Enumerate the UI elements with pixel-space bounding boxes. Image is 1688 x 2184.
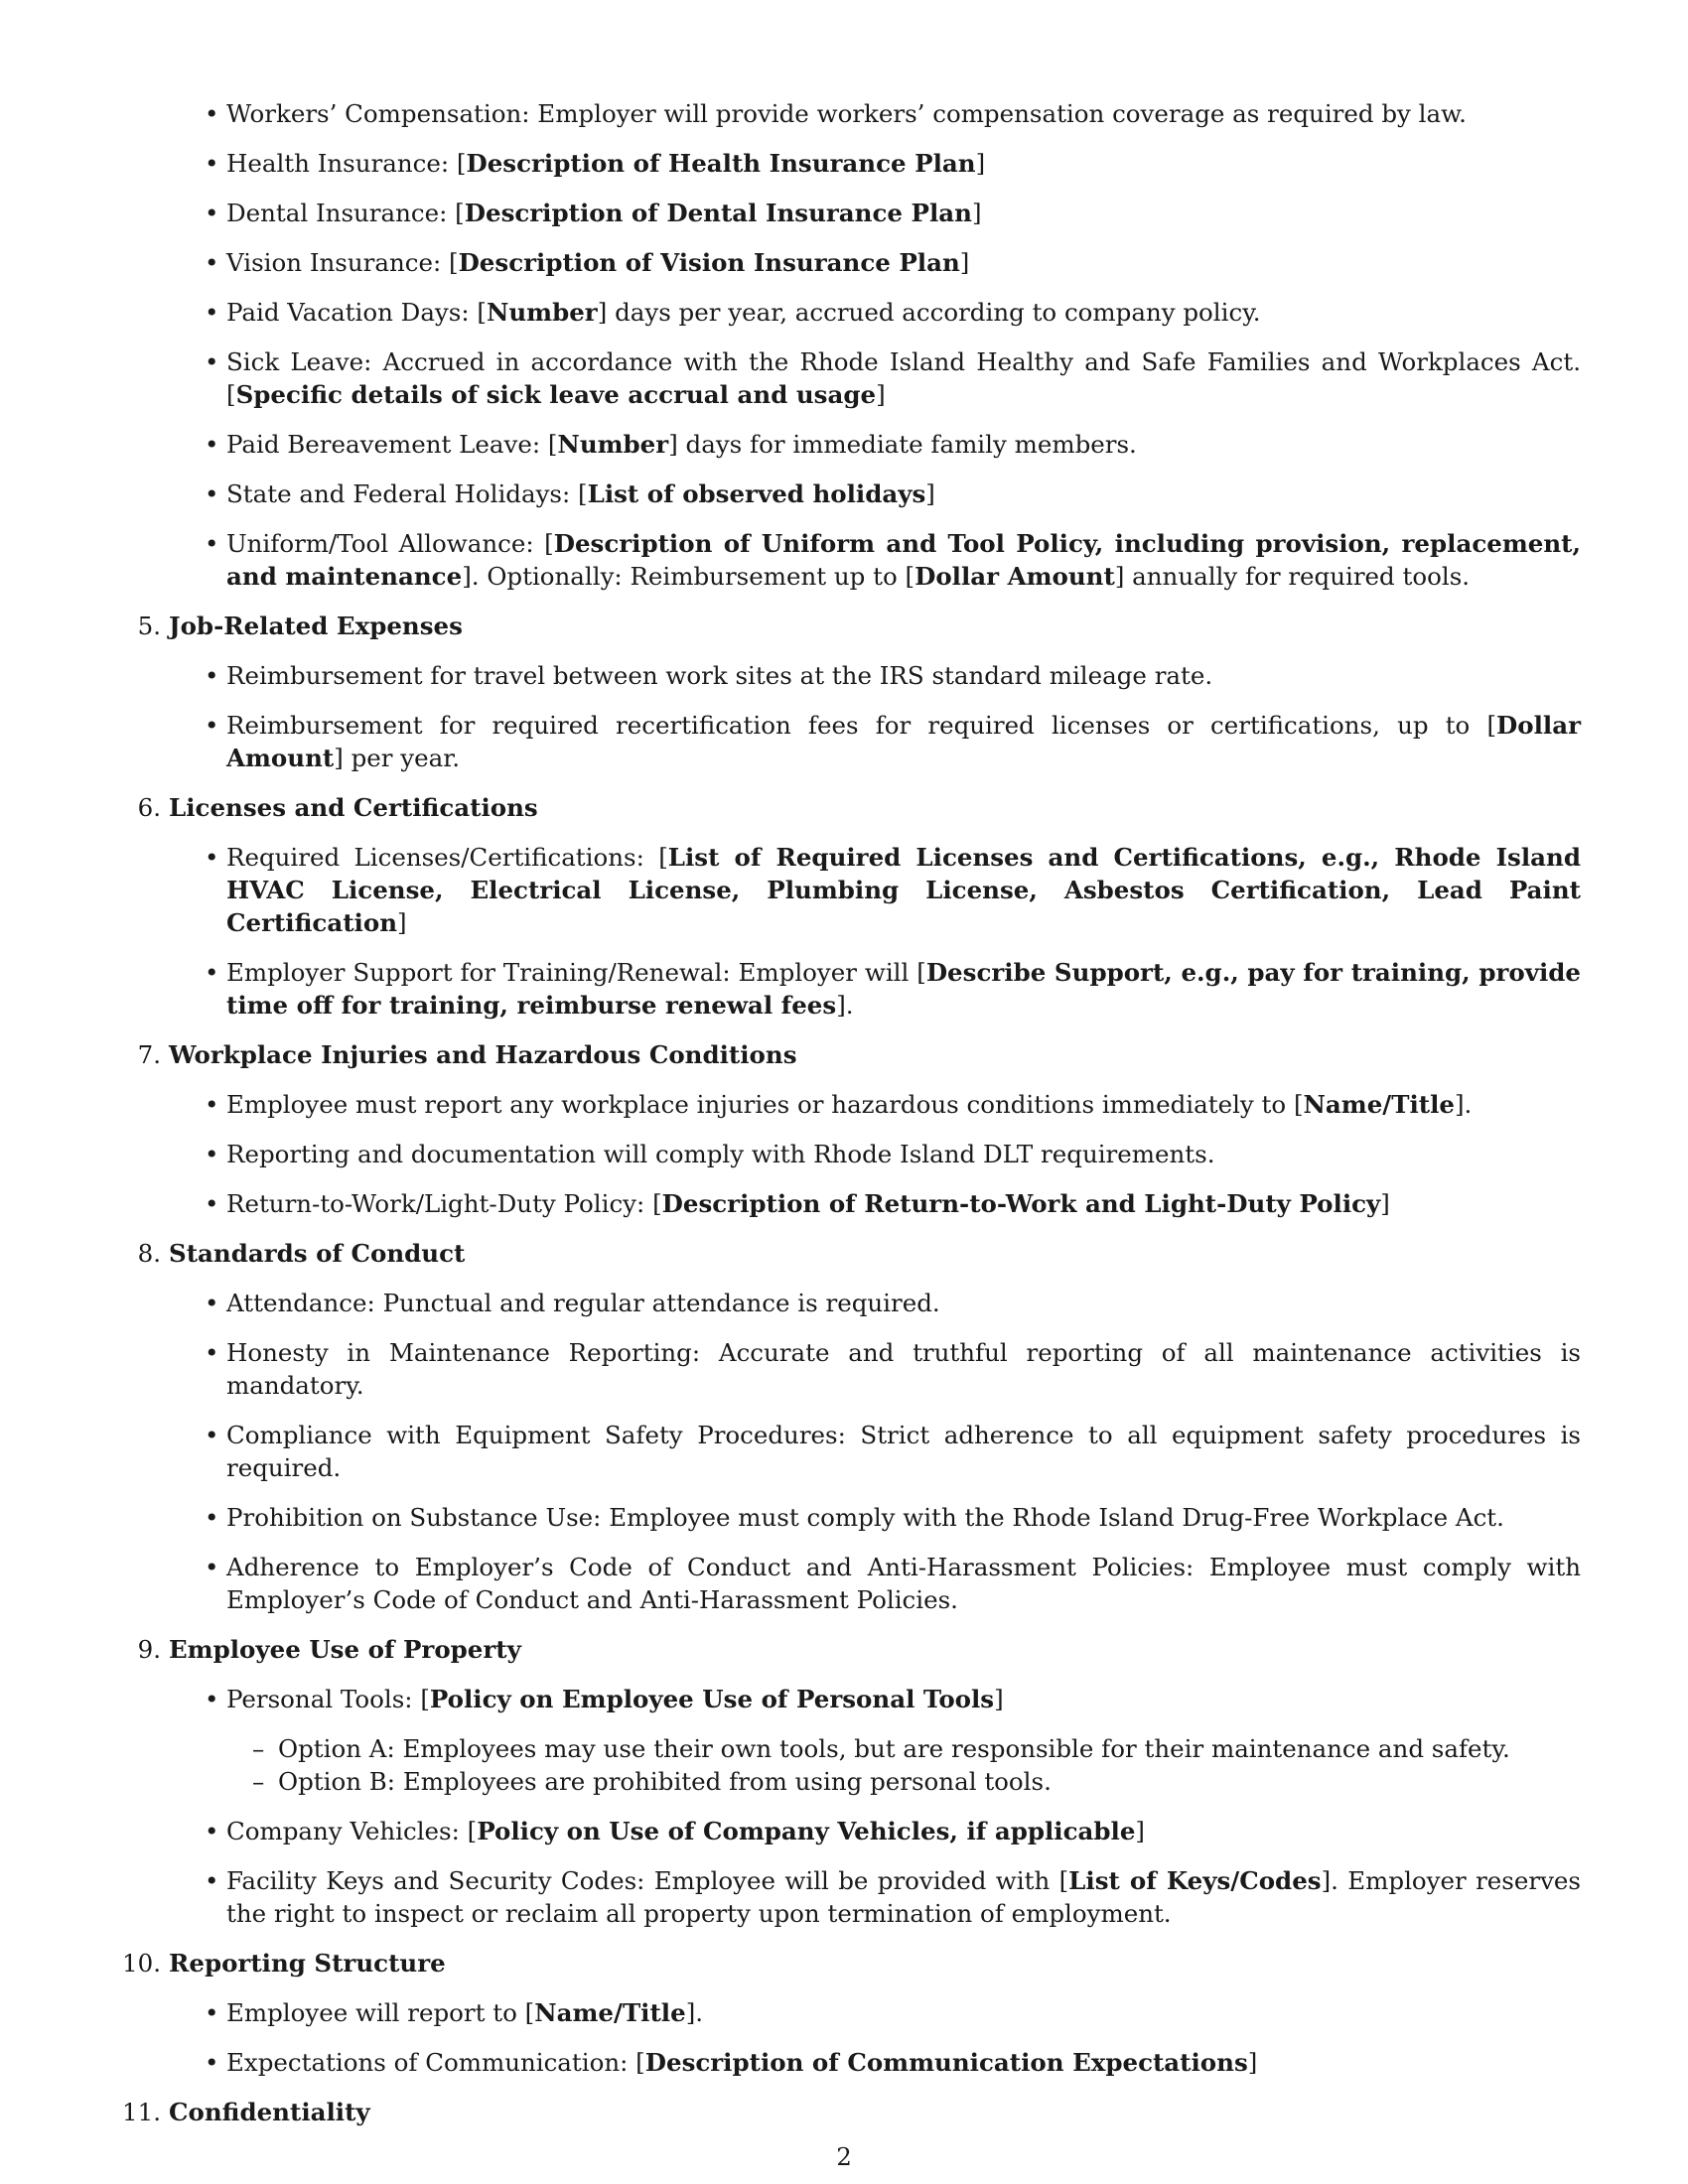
list-item: • Company Vehicles: [Policy on Use of Company Vehicles, if applicable] <box>226 1815 1581 1847</box>
list-item: • Employee will report to [Name/Title]. <box>226 1996 1581 2029</box>
list-item: • Employer Support for Training/Renewal: Employer will [Describe Support, e.g., pay for training, provide time off for training, reimburse renewal fees]. <box>226 956 1581 1022</box>
placeholder-field: List of Keys/Codes <box>1068 1866 1322 1895</box>
section-heading-workplace-injuries: 7. Workplace Injuries and Hazardous Conditions <box>137 1040 797 1069</box>
list-item: • Dental Insurance: [Description of Dental Insurance Plan] <box>226 197 1581 229</box>
list-item: • Adherence to Employer’s Code of Conduct and Anti-Harassment Policies: Employee must comply with Employer’s Code of Conduct and Anti-Harassment Policies. <box>226 1551 1581 1616</box>
list-item: • Employee must report any workplace injuries or hazardous conditions immediately to [Name/Title]. <box>226 1088 1581 1121</box>
placeholder-field: Description of Communication Expectations <box>644 2048 1248 2077</box>
placeholder-field: Number <box>486 298 598 327</box>
section-heading-job-related-expenses: 5. Job-Related Expenses <box>137 612 463 640</box>
list-item: • Reimbursement for travel between work sites at the IRS standard mileage rate. <box>226 659 1581 692</box>
licenses-list <box>121 841 1581 1022</box>
conduct-list <box>121 1287 1581 1616</box>
section-heading-employee-use-of-property: 9. Employee Use of Property <box>137 1635 521 1664</box>
placeholder-field: Name/Title <box>534 1998 686 2027</box>
list-item: • Paid Vacation Days: [Number] days per year, accrued according to company policy. <box>226 296 1581 329</box>
list-item: • Expectations of Communication: [Description of Communication Expectations] <box>226 2046 1581 2079</box>
section-heading-standards-of-conduct: 8. Standards of Conduct <box>137 1239 466 1268</box>
job-expenses-list <box>121 659 1581 774</box>
property-list <box>121 1683 1581 1930</box>
placeholder-field: Description of Uniform and Tool Policy, including provision, replacement, and maintenance <box>226 529 1581 591</box>
placeholder-field: Description of Return-to-Work and Light-Duty Policy <box>661 1189 1381 1218</box>
placeholder-field: List of observed holidays <box>587 479 926 508</box>
placeholder-field: Specific details of sick leave accrual and usage <box>235 380 877 409</box>
placeholder-field: Describe Support, e.g., pay for training, provide time off for training, reimburse renewal fees <box>226 958 1581 1020</box>
list-item: • Personal Tools: [Policy on Employee Use of Personal Tools] – Option A: Employees may use their own tools, but are responsible for their maintenance and safety. – Option B: Employees are prohibited from using personal tools. <box>226 1683 1581 1798</box>
list-item: • Vision Insurance: [Description of Vision Insurance Plan] <box>226 246 1581 279</box>
list-item: • State and Federal Holidays: [List of observed holidays] <box>226 478 1581 510</box>
list-item: • Attendance: Punctual and regular attendance is required. <box>226 1287 1581 1319</box>
placeholder-field: Number <box>557 430 669 459</box>
placeholder-field: Description of Dental Insurance Plan <box>464 199 972 227</box>
section-heading-reporting-structure: 10. Reporting Structure <box>122 1949 446 1978</box>
list-item: • Compliance with Equipment Safety Procedures: Strict adherence to all equipment safety procedures is required. <box>226 1419 1581 1484</box>
list-item: • Workers’ Compensation: Employer will provide workers’ compensation coverage as required by law. <box>226 97 1581 130</box>
placeholder-field: Dollar Amount <box>226 711 1581 772</box>
document-body <box>121 97 1581 2145</box>
placeholder-field: Name/Title <box>1303 1090 1455 1119</box>
placeholder-field: Description of Health Insurance Plan <box>466 149 976 178</box>
placeholder-field: List of Required Licenses and Certifications, e.g., Rhode Island HVAC License, Electrical License, Plumbing License, Asbestos Certification, Lead Paint Certification <box>226 843 1581 937</box>
list-item: • Reimbursement for required recertification fees for required licenses or certifications, up to [Dollar Amount] per year. <box>226 709 1581 774</box>
list-item: • Facility Keys and Security Codes: Employee will be provided with [List of Keys/Codes]. Employer reserves the right to inspect or reclaim all property upon termination of employment. <box>226 1864 1581 1930</box>
placeholder-field: Description of Vision Insurance Plan <box>458 248 960 277</box>
list-item: • Required Licenses/Certifications: [List of Required Licenses and Certifications, e.g., Rhode Island HVAC License, Electrical License, Plumbing License, Asbestos Certification, Lead Paint Certification] <box>226 841 1581 939</box>
placeholder-field: Dollar Amount <box>914 562 1115 591</box>
list-item: • Prohibition on Substance Use: Employee must comply with the Rhode Island Drug-Free Workplace Act. <box>226 1501 1581 1534</box>
benefits-list <box>121 97 1581 593</box>
list-item: • Health Insurance: [Description of Health Insurance Plan] <box>226 147 1581 180</box>
list-item: – Option A: Employees may use their own tools, but are responsible for their maintenance and safety. <box>278 1732 1581 1765</box>
list-item: • Reporting and documentation will comply with Rhode Island DLT requirements. <box>226 1138 1581 1170</box>
tools-options-list <box>226 1732 1581 1798</box>
list-item: • Honesty in Maintenance Reporting: Accurate and truthful reporting of all maintenance activities is mandatory. <box>226 1336 1581 1402</box>
list-item: • Uniform/Tool Allowance: [Description of Uniform and Tool Policy, including provision, replacement, and maintenance]. Optionally: Reimbursement up to [Dollar Amount] annually for required tools. <box>226 527 1581 593</box>
section-heading-licenses: 6. Licenses and Certifications <box>137 793 538 822</box>
list-item: – Option B: Employees are prohibited from using personal tools. <box>278 1765 1581 1798</box>
reporting-list <box>121 1996 1581 2079</box>
list-item: • Sick Leave: Accrued in accordance with the Rhode Island Healthy and Safe Families and Workplaces Act. [Specific details of sick leave accrual and usage] <box>226 345 1581 411</box>
injuries-list <box>121 1088 1581 1220</box>
page-number: 2 <box>836 2142 852 2171</box>
placeholder-field: Policy on Employee Use of Personal Tools <box>429 1685 995 1713</box>
list-item: • Paid Bereavement Leave: [Number] days for immediate family members. <box>226 428 1581 461</box>
placeholder-field: Policy on Use of Company Vehicles, if applicable <box>477 1817 1136 1845</box>
list-item: • Return-to-Work/Light-Duty Policy: [Description of Return-to-Work and Light-Duty Policy] <box>226 1187 1581 1220</box>
section-heading-confidentiality: 11. Confidentiality <box>122 2098 370 2126</box>
